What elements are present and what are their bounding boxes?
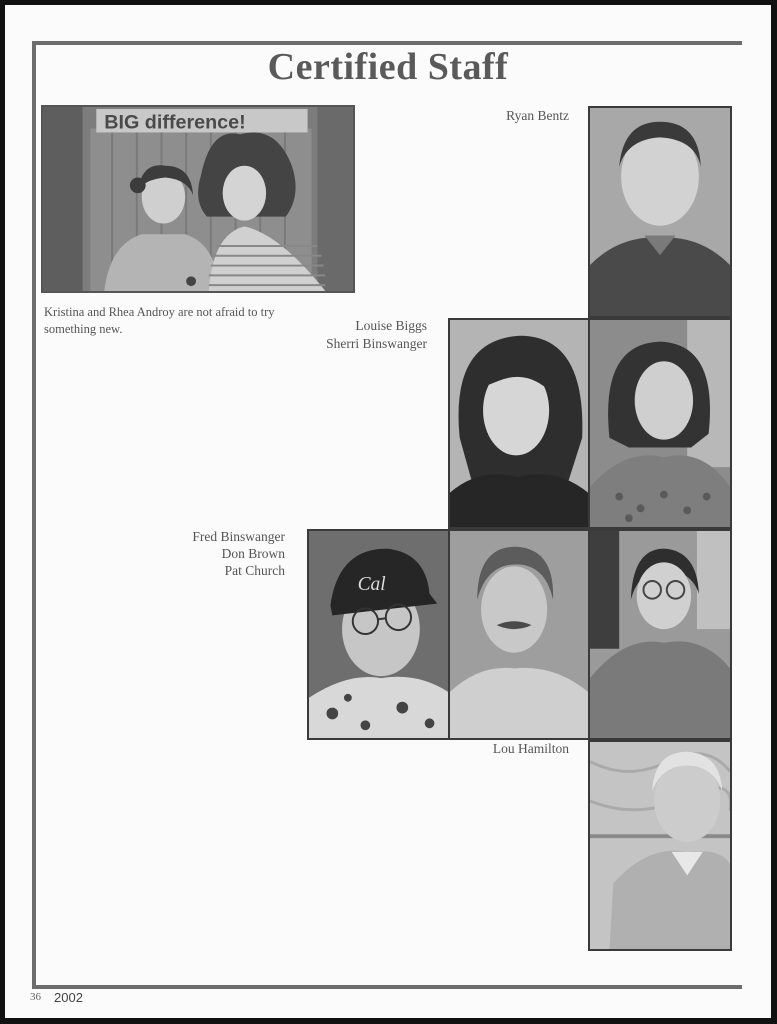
name-ryan-bentz: Ryan Bentz <box>506 108 569 123</box>
page-title: Certified Staff <box>267 46 509 88</box>
frame-left-rule <box>32 41 36 989</box>
yearbook-page <box>5 5 771 1018</box>
feature-photo-caption: Kristina and Rhea Androy are not afraid to try something new. <box>44 305 275 336</box>
name-don-brown: Don Brown <box>221 546 285 561</box>
portrait-pat-church <box>588 529 732 740</box>
cap-logo-text: Cal <box>357 573 386 595</box>
portrait-fred-binswanger <box>307 529 450 740</box>
name-pat-church: Pat Church <box>224 563 285 578</box>
frame-bottom-rule <box>32 985 742 989</box>
portrait-sherri-binswanger <box>588 318 732 529</box>
page-number: 36 <box>30 991 41 1003</box>
name-louise-biggs: Louise Biggs <box>355 318 427 333</box>
name-lou-hamilton: Lou Hamilton <box>492 741 569 756</box>
name-fred-binswanger: Fred Binswanger <box>192 529 285 544</box>
feature-photo <box>41 105 355 293</box>
banner-text: BIG difference! <box>104 111 246 134</box>
portrait-louise-biggs <box>448 318 590 529</box>
portrait-don-brown <box>448 529 590 740</box>
portrait-lou-hamilton <box>588 740 732 951</box>
name-sherri-binswanger: Sherri Binswanger <box>326 336 427 351</box>
footer-year: 2002 <box>54 990 83 1005</box>
portrait-ryan-bentz <box>588 106 732 318</box>
